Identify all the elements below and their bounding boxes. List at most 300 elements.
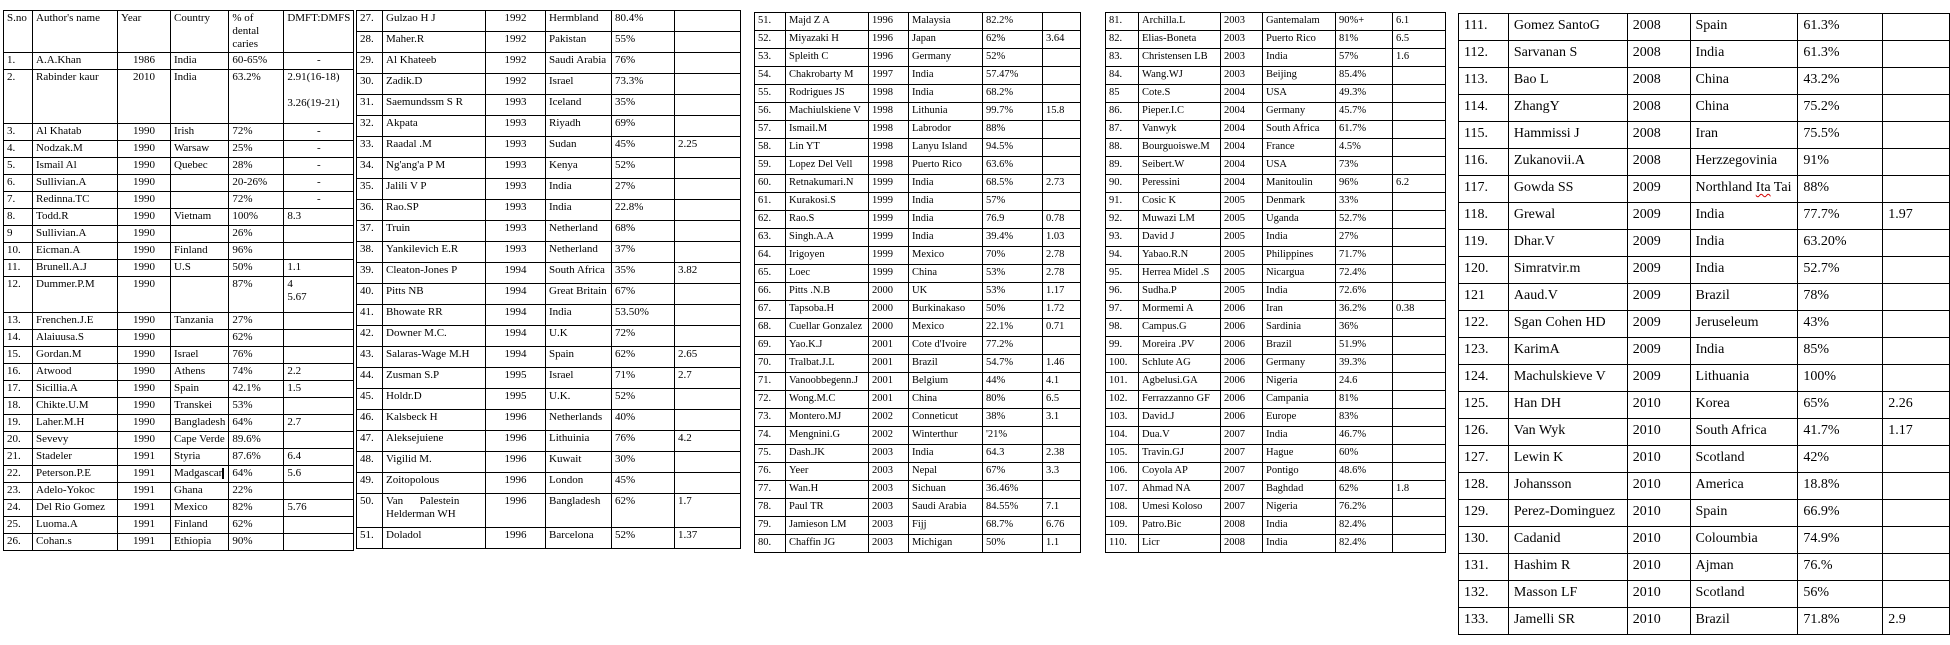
- sno-cell: 22.: [4, 466, 33, 483]
- year-cell: 1998: [869, 157, 909, 175]
- dmft-cell: -: [284, 175, 354, 192]
- caries-percent-cell: 68.5%: [983, 175, 1043, 193]
- country-cell: [171, 175, 229, 192]
- sno-cell: 57.: [755, 121, 786, 139]
- caries-percent-cell: 64.3: [983, 445, 1043, 463]
- dmft-cell: 2.38: [1043, 445, 1081, 463]
- table-row: [4, 226, 354, 243]
- author-cell: Cote.S: [1139, 85, 1221, 103]
- author-cell: Rao.S: [786, 211, 869, 229]
- table-row: [755, 49, 1081, 67]
- author-cell: Agbelusi.GA: [1139, 373, 1221, 391]
- year-cell: 1995: [486, 368, 546, 389]
- country-cell: Bangladesh: [171, 415, 229, 432]
- sno-cell: 75.: [755, 445, 786, 463]
- author-cell: Machulskieve V: [1508, 365, 1627, 392]
- caries-percent-cell: 53%: [983, 283, 1043, 301]
- table-row: [755, 85, 1081, 103]
- sno-cell: 26.: [4, 534, 33, 551]
- year-cell: 2010: [118, 70, 171, 124]
- dmft-cell: [1393, 247, 1446, 265]
- country-cell: Gantemalam: [1263, 13, 1336, 31]
- dmft-cell: 1.8: [1393, 481, 1446, 499]
- text-cursor: [222, 468, 224, 479]
- dmft-cell: 8.3: [284, 209, 354, 226]
- country-cell: India: [909, 67, 983, 85]
- studies-table-1: [3, 10, 354, 551]
- caries-percent-cell: 72.6%: [1336, 283, 1393, 301]
- table-row: [1459, 527, 1950, 554]
- table-row: [1459, 365, 1950, 392]
- table-row: [4, 243, 354, 260]
- sno-cell: 61.: [755, 193, 786, 211]
- dmft-cell: [284, 432, 354, 449]
- sno-cell: 108.: [1106, 499, 1139, 517]
- dmft-cell: [675, 389, 741, 410]
- year-cell: 1990: [118, 277, 171, 313]
- sno-cell: 67.: [755, 301, 786, 319]
- sno-cell: 118.: [1459, 203, 1509, 230]
- author-cell: Masson LF: [1508, 581, 1627, 608]
- caries-percent-cell: 63.2%: [229, 70, 284, 124]
- year-cell: 1990: [118, 432, 171, 449]
- country-cell: Michigan: [909, 535, 983, 553]
- year-cell: 1986: [118, 53, 171, 70]
- caries-percent-cell: 72%: [612, 326, 675, 347]
- table-row: [755, 67, 1081, 85]
- country-cell: India: [909, 85, 983, 103]
- caries-percent-cell: 91%: [1798, 149, 1883, 176]
- dmft-cell: 0.38: [1393, 301, 1446, 319]
- author-cell: Kurakosi.S: [786, 193, 869, 211]
- dmft-cell: -: [284, 124, 354, 141]
- dmft-cell: -: [284, 192, 354, 209]
- country-cell: Riyadh: [546, 116, 612, 137]
- caries-percent-cell: 67%: [983, 463, 1043, 481]
- sno-cell: 10.: [4, 243, 33, 260]
- sno-cell: 62.: [755, 211, 786, 229]
- table-row: [1106, 445, 1446, 463]
- table-row: [4, 53, 354, 70]
- table-row: [4, 517, 354, 534]
- table-row: [357, 410, 741, 431]
- sno-cell: 41.: [357, 305, 383, 326]
- dmft-cell: 1.46: [1043, 355, 1081, 373]
- country-cell: India: [1263, 49, 1336, 67]
- year-cell: 2007: [1221, 445, 1263, 463]
- country-cell: Iran: [1263, 301, 1336, 319]
- author-cell: Dua.V: [1139, 427, 1221, 445]
- table-row: [1106, 283, 1446, 301]
- caries-percent-cell: 45%: [612, 473, 675, 494]
- sno-cell: 8.: [4, 209, 33, 226]
- year-cell: 1996: [869, 13, 909, 31]
- caries-percent-cell: 50%: [983, 535, 1043, 553]
- country-cell: India: [909, 229, 983, 247]
- country-cell: India: [1263, 283, 1336, 301]
- table-row: [1106, 247, 1446, 265]
- country-cell: Ajman: [1690, 554, 1798, 581]
- caries-percent-cell: 100%: [1798, 365, 1883, 392]
- author-cell: Majd Z A: [786, 13, 869, 31]
- year-cell: 2001: [869, 337, 909, 355]
- country-cell: Iran: [1690, 122, 1798, 149]
- country-cell: Finland: [171, 517, 229, 534]
- country-cell: Herzzegovinia: [1690, 149, 1798, 176]
- dmft-cell: 4 5.67: [284, 277, 354, 313]
- table-row: [4, 347, 354, 364]
- sno-cell: 53.: [755, 49, 786, 67]
- caries-percent-cell: 27%: [612, 179, 675, 200]
- year-cell: 2008: [1627, 95, 1690, 122]
- author-cell: Coyola AP: [1139, 463, 1221, 481]
- table-row: [1106, 319, 1446, 337]
- country-cell: India: [909, 193, 983, 211]
- sno-cell: 5.: [4, 158, 33, 175]
- dmft-cell: 1.1: [284, 260, 354, 277]
- author-cell: Dhar.V: [1508, 230, 1627, 257]
- country-cell: Sardinia: [1263, 319, 1336, 337]
- sno-cell: 13.: [4, 313, 33, 330]
- table-row: [4, 432, 354, 449]
- sno-cell: 97.: [1106, 301, 1139, 319]
- dmft-cell: 4.1: [1043, 373, 1081, 391]
- sno-cell: 30.: [357, 74, 383, 95]
- sno-cell: 114.: [1459, 95, 1509, 122]
- sno-cell: 107.: [1106, 481, 1139, 499]
- year-cell: 2001: [869, 391, 909, 409]
- caries-percent-cell: 82.4%: [1336, 535, 1393, 553]
- sno-cell: 63.: [755, 229, 786, 247]
- sno-cell: 1.: [4, 53, 33, 70]
- caries-percent-cell: 94.5%: [983, 139, 1043, 157]
- author-cell: Vanwyk: [1139, 121, 1221, 139]
- author-cell: Wang.WJ: [1139, 67, 1221, 85]
- year-cell: 1992: [486, 74, 546, 95]
- country-cell: Mexico: [909, 247, 983, 265]
- sno-cell: 104.: [1106, 427, 1139, 445]
- country-cell: Ghana: [171, 483, 229, 500]
- dmft-cell: [1393, 85, 1446, 103]
- table-row: [1106, 427, 1446, 445]
- table-row: [755, 373, 1081, 391]
- author-cell: Nodzak.M: [33, 141, 118, 158]
- author-cell: Ahmad NA: [1139, 481, 1221, 499]
- dmft-cell: [1043, 427, 1081, 445]
- year-cell: 1996: [486, 431, 546, 452]
- country-cell: India: [171, 53, 229, 70]
- year-cell: 2010: [1627, 446, 1690, 473]
- table-row: [357, 284, 741, 305]
- country-cell: America: [1690, 473, 1798, 500]
- table-row: [357, 452, 741, 473]
- year-cell: 2010: [1627, 527, 1690, 554]
- sno-cell: 119.: [1459, 230, 1509, 257]
- table-row: [1459, 14, 1950, 41]
- caries-percent-cell: 62%: [983, 31, 1043, 49]
- dmft-cell: 2.7: [675, 368, 741, 389]
- caries-percent-cell: 71.8%: [1798, 608, 1883, 635]
- caries-percent-cell: 68.2%: [983, 85, 1043, 103]
- country-cell: India: [546, 200, 612, 221]
- author-cell: Bhowate RR: [383, 305, 486, 326]
- year-cell: 1990: [118, 313, 171, 330]
- sno-cell: 38.: [357, 242, 383, 263]
- table-row: [1459, 230, 1950, 257]
- table-row: [1459, 149, 1950, 176]
- author-cell: Gordan.M: [33, 347, 118, 364]
- year-cell: 1998: [869, 103, 909, 121]
- country-cell: Fijj: [909, 517, 983, 535]
- table-row: [1459, 338, 1950, 365]
- caries-percent-cell: 90%+: [1336, 13, 1393, 31]
- author-cell: Peressini: [1139, 175, 1221, 193]
- sno-cell: 113.: [1459, 68, 1509, 95]
- caries-percent-cell: 88%: [983, 121, 1043, 139]
- country-cell: South Africa: [1690, 419, 1798, 446]
- sno-cell: 44.: [357, 368, 383, 389]
- column-header: Author's name: [33, 11, 118, 53]
- dmft-cell: [1043, 193, 1081, 211]
- year-cell: 2003: [1221, 31, 1263, 49]
- caries-percent-cell: 36%: [1336, 319, 1393, 337]
- year-cell: 2002: [869, 409, 909, 427]
- table-row: [1459, 608, 1950, 635]
- caries-percent-cell: 4.5%: [1336, 139, 1393, 157]
- caries-percent-cell: 76.%: [1798, 554, 1883, 581]
- year-cell: 2005: [1221, 283, 1263, 301]
- sno-cell: 45.: [357, 389, 383, 410]
- year-cell: 2000: [869, 283, 909, 301]
- year-cell: 2003: [869, 445, 909, 463]
- author-cell: Campus.G: [1139, 319, 1221, 337]
- dmft-cell: -: [284, 141, 354, 158]
- country-cell: Hermbland: [546, 11, 612, 32]
- dmft-cell: 3.1: [1043, 409, 1081, 427]
- caries-percent-cell: 66.9%: [1798, 500, 1883, 527]
- author-cell: Patro.Bic: [1139, 517, 1221, 535]
- sno-cell: 94.: [1106, 247, 1139, 265]
- author-cell: Yankilevich E.R: [383, 242, 486, 263]
- author-cell: Singh.A.A: [786, 229, 869, 247]
- sno-cell: 78.: [755, 499, 786, 517]
- dmft-cell: [1393, 445, 1446, 463]
- country-cell: Spain: [546, 347, 612, 368]
- author-cell: Yabao.R.N: [1139, 247, 1221, 265]
- dmft-cell: [1883, 122, 1950, 149]
- dmft-cell: 6.5: [1393, 31, 1446, 49]
- dmft-cell: [284, 226, 354, 243]
- author-cell: Bourguoiswe.M: [1139, 139, 1221, 157]
- sno-cell: 49.: [357, 473, 383, 494]
- caries-percent-cell: 75.2%: [1798, 95, 1883, 122]
- sno-cell: 7.: [4, 192, 33, 209]
- author-cell: Ferrazzanno GF: [1139, 391, 1221, 409]
- table-row: [4, 260, 354, 277]
- table-row: [1459, 41, 1950, 68]
- country-cell: Finland: [171, 243, 229, 260]
- caries-percent-cell: 74%: [229, 364, 284, 381]
- table-row: [1459, 95, 1950, 122]
- sno-cell: 76.: [755, 463, 786, 481]
- dmft-cell: [1883, 95, 1950, 122]
- author-cell: Chakrobarty M: [786, 67, 869, 85]
- table-row: [357, 473, 741, 494]
- caries-percent-cell: 76%: [612, 53, 675, 74]
- country-cell: India: [1690, 41, 1798, 68]
- country-cell: Barcelona: [546, 528, 612, 549]
- year-cell: 1993: [486, 242, 546, 263]
- country-cell: Philippines: [1263, 247, 1336, 265]
- table-row: [755, 391, 1081, 409]
- year-cell: 1990: [118, 330, 171, 347]
- caries-percent-cell: 87%: [229, 277, 284, 313]
- dmft-cell: [1043, 85, 1081, 103]
- country-cell: China: [909, 391, 983, 409]
- table-row: [755, 517, 1081, 535]
- country-cell: Saudi Arabia: [546, 53, 612, 74]
- table-row: [755, 355, 1081, 373]
- dmft-cell: 0.71: [1043, 319, 1081, 337]
- sno-cell: 12.: [4, 277, 33, 313]
- dmft-cell: 1.72: [1043, 301, 1081, 319]
- author-cell: Travin.GJ: [1139, 445, 1221, 463]
- sno-cell: 58.: [755, 139, 786, 157]
- dmft-cell: [284, 347, 354, 364]
- country-cell: Iceland: [546, 95, 612, 116]
- sno-cell: 3.: [4, 124, 33, 141]
- sno-cell: 54.: [755, 67, 786, 85]
- table-row: [1106, 535, 1446, 553]
- dmft-cell: [675, 473, 741, 494]
- author-cell: Simratvir.m: [1508, 257, 1627, 284]
- country-cell: Tanzania: [171, 313, 229, 330]
- table-row: [357, 95, 741, 116]
- studies-table-3: [754, 12, 1081, 553]
- sno-cell: 55.: [755, 85, 786, 103]
- year-cell: 2004: [1221, 85, 1263, 103]
- caries-percent-cell: 56%: [1798, 581, 1883, 608]
- caries-percent-cell: 85.4%: [1336, 67, 1393, 85]
- country-cell: U.K.: [546, 389, 612, 410]
- year-cell: 1994: [486, 305, 546, 326]
- year-cell: 1994: [486, 284, 546, 305]
- table-row: [357, 263, 741, 284]
- country-cell: [171, 226, 229, 243]
- table-row: [755, 229, 1081, 247]
- caries-percent-cell: 52%: [983, 49, 1043, 67]
- country-cell: Nicargua: [1263, 265, 1336, 283]
- table-row: [4, 124, 354, 141]
- year-cell: 1997: [869, 67, 909, 85]
- sno-cell: 82.: [1106, 31, 1139, 49]
- table-row: [755, 31, 1081, 49]
- caries-percent-cell: 90%: [229, 534, 284, 551]
- author-cell: Loec: [786, 265, 869, 283]
- dmft-cell: [675, 116, 741, 137]
- country-cell: Sichuan: [909, 481, 983, 499]
- sno-cell: 110.: [1106, 535, 1139, 553]
- country-cell: Germany: [909, 49, 983, 67]
- sno-cell: 85: [1106, 85, 1139, 103]
- country-cell: Uganda: [1263, 211, 1336, 229]
- misspelled-word: Ita: [1755, 180, 1771, 195]
- dmft-cell: [675, 32, 741, 53]
- sno-cell: 29.: [357, 53, 383, 74]
- sno-cell: 89.: [1106, 157, 1139, 175]
- country-cell: Transkei: [171, 398, 229, 415]
- year-cell: 2007: [1221, 481, 1263, 499]
- country-cell: Spain: [1690, 500, 1798, 527]
- caries-percent-cell: 35%: [612, 95, 675, 116]
- dmft-cell: [1883, 257, 1950, 284]
- dmft-cell: [1883, 14, 1950, 41]
- country-cell: Spain: [171, 381, 229, 398]
- year-cell: 2010: [1627, 500, 1690, 527]
- table-row: [1106, 121, 1446, 139]
- author-cell: Stadeler: [33, 449, 118, 466]
- sno-cell: 112.: [1459, 41, 1509, 68]
- author-cell: Sullivian.A: [33, 226, 118, 243]
- dmft-cell: 5.6: [284, 466, 354, 483]
- sno-cell: 25.: [4, 517, 33, 534]
- year-cell: 1991: [118, 483, 171, 500]
- year-cell: 1990: [118, 398, 171, 415]
- table-row: [755, 535, 1081, 553]
- dmft-cell: 1.17: [1883, 419, 1950, 446]
- caries-percent-cell: 35%: [612, 263, 675, 284]
- dmft-cell: 2.25: [675, 137, 741, 158]
- country-cell: Brazil: [1690, 284, 1798, 311]
- table-row: [755, 103, 1081, 121]
- year-cell: 2005: [1221, 211, 1263, 229]
- caries-percent-cell: 76%: [612, 431, 675, 452]
- table-row: [1106, 463, 1446, 481]
- sno-cell: 43.: [357, 347, 383, 368]
- caries-percent-cell: 62%: [229, 517, 284, 534]
- year-cell: 2006: [1221, 337, 1263, 355]
- country-cell: Campania: [1263, 391, 1336, 409]
- author-cell: Archilla.L: [1139, 13, 1221, 31]
- table-row: [1106, 139, 1446, 157]
- caries-percent-cell: 77.7%: [1798, 203, 1883, 230]
- caries-percent-cell: 28%: [229, 158, 284, 175]
- table-row: [357, 347, 741, 368]
- dmft-cell: 2.91(16-18) 3.26(19-21): [284, 70, 354, 124]
- studies-table-2: [356, 10, 741, 549]
- author-cell: Truin: [383, 221, 486, 242]
- year-cell: 1991: [118, 534, 171, 551]
- dmft-cell: [1393, 337, 1446, 355]
- country-cell: India: [1690, 230, 1798, 257]
- caries-percent-cell: '21%: [983, 427, 1043, 445]
- dmft-cell: [1883, 149, 1950, 176]
- author-cell: Gomez SantoG: [1508, 14, 1627, 41]
- dmft-cell: [1393, 427, 1446, 445]
- author-cell: Yao.K.J: [786, 337, 869, 355]
- author-cell: Pieper.I.C: [1139, 103, 1221, 121]
- year-cell: 2003: [1221, 49, 1263, 67]
- table-row: [4, 466, 354, 483]
- caries-percent-cell: 42.1%: [229, 381, 284, 398]
- author-cell: Cosic K: [1139, 193, 1221, 211]
- sno-cell: 16.: [4, 364, 33, 381]
- caries-percent-cell: 60%: [1336, 445, 1393, 463]
- caries-percent-cell: 64%: [229, 466, 284, 483]
- country-cell: China: [1690, 68, 1798, 95]
- table-row: [4, 192, 354, 209]
- year-cell: 1994: [486, 326, 546, 347]
